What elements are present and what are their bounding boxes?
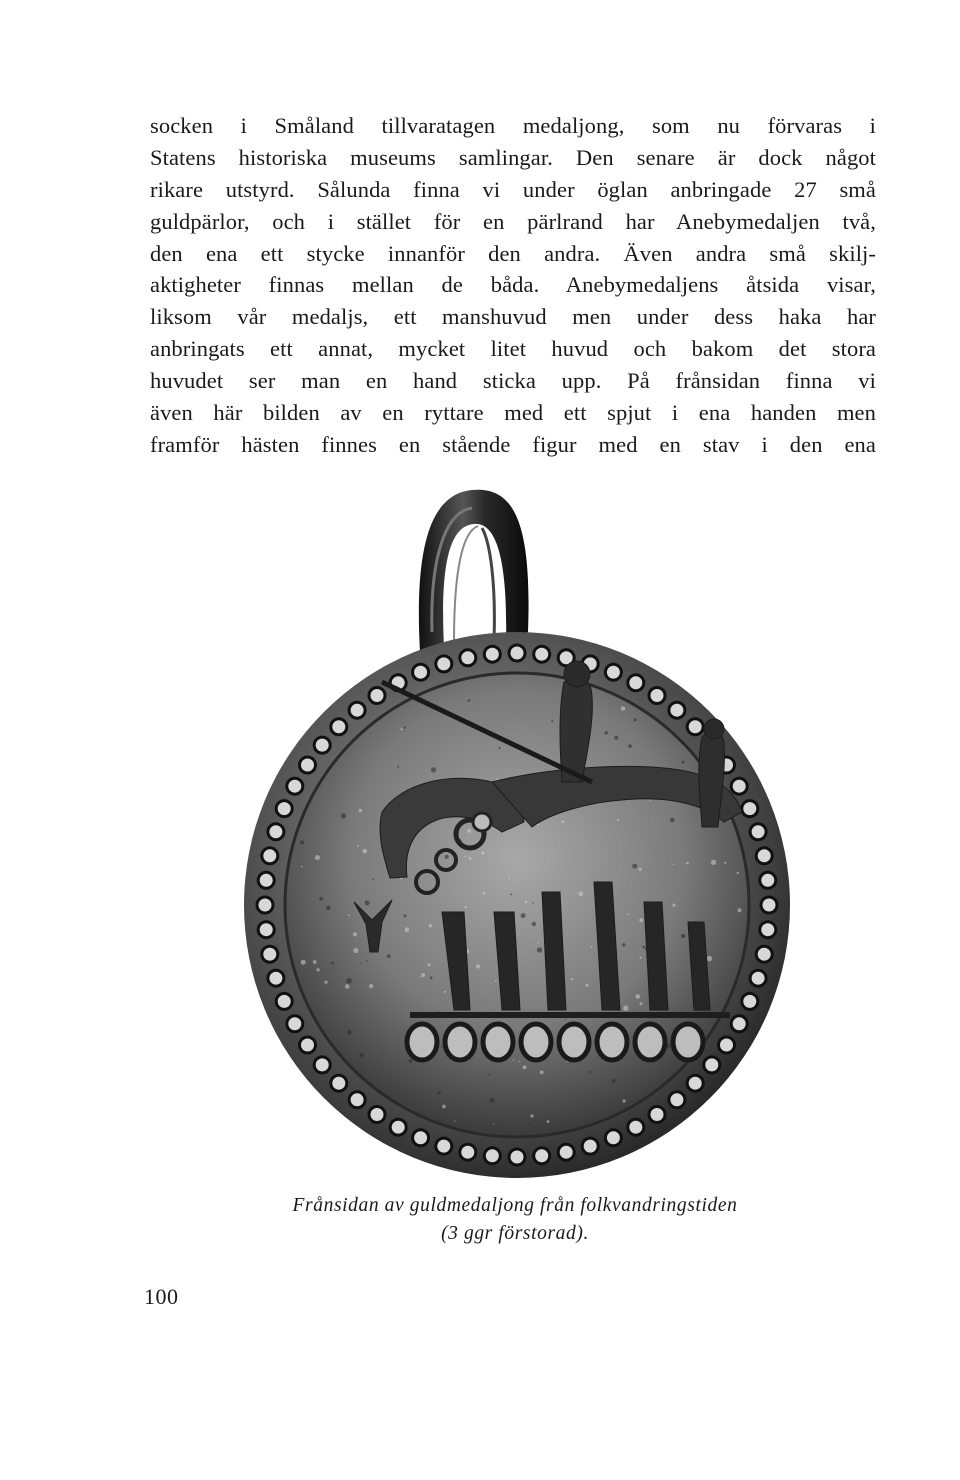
text-line: Statens historiska museums samlingar. Den senare är dock något (150, 144, 876, 170)
page-number: 100 (144, 1284, 179, 1309)
caption-line-2: (3 ggr förstorad). (441, 1223, 589, 1244)
text-line: guldpärlor, och i stället för en pärlrand har Anebymedaljen två, (150, 208, 876, 234)
suspension-loop (419, 490, 529, 652)
figure-caption (180, 1192, 850, 1248)
text-line: liksom vår medaljs, ett manshuvud men under dess haka har (150, 304, 876, 330)
text-line: rikare utstyrd. Sålunda finna vi under öglan anbringade 27 små (150, 176, 876, 202)
text-line: även här bilden av en ryttare med ett spjut i ena handen men (150, 400, 876, 426)
medallion-photo (232, 482, 792, 1182)
text-line: huvudet ser man en hand sticka upp. På frånsidan finna vi (150, 368, 876, 394)
text-line: anbringats ett annat, mycket litet huvud och bakom det stora (150, 336, 876, 362)
body-text (150, 110, 876, 461)
text-line: socken i Småland tillvaratagen medaljong, som nu förvaras i (150, 113, 876, 138)
caption-line-1: Frånsidan av guldmedaljong från folkvandringstiden (292, 1195, 738, 1216)
text-line: aktigheter finnas mellan de båda. Anebymedaljens åtsida visar, (150, 272, 876, 298)
text-line: framför hästen finnes en stående figur med en stav i den ena (150, 431, 876, 457)
text-line: den ena ett stycke innanför den andra. Även andra små skilj- (150, 240, 876, 266)
